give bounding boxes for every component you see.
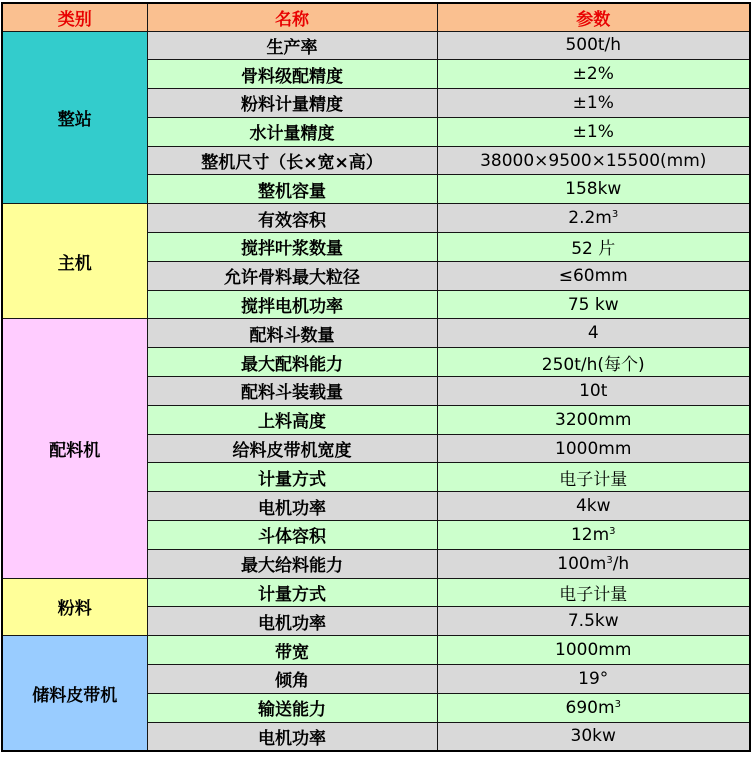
- value-superscript: 3: [611, 209, 619, 221]
- category-cell-0: 整站: [2, 31, 147, 204]
- value-text: ±2%: [572, 64, 614, 85]
- name-cell: 粉料计量精度: [147, 89, 437, 118]
- value-text: ±1%: [572, 121, 614, 142]
- category-cell-3: 粉料: [2, 578, 147, 636]
- name-cell: 水计量精度: [147, 117, 437, 146]
- value-cell: [437, 60, 750, 89]
- value-text: 7.5kw: [567, 611, 619, 632]
- value-superscript: 3: [609, 525, 616, 537]
- value-cell: [437, 722, 750, 751]
- name-cell: 斗体容积: [147, 521, 437, 550]
- value-cell: [437, 463, 750, 492]
- value-cell: [437, 290, 750, 319]
- value-text: 1000mm: [555, 640, 632, 661]
- value-cell: [437, 31, 750, 60]
- value-text: 10t: [579, 380, 608, 401]
- table-row: [2, 31, 750, 60]
- value-text: 4kw: [575, 496, 611, 517]
- value-text: ≤60mm: [558, 265, 628, 286]
- table-row: [2, 204, 750, 233]
- spec-table-body: [2, 31, 750, 751]
- value-cell: [437, 434, 750, 463]
- category-cell-2: 配料机: [2, 319, 147, 578]
- header-category: 类别: [2, 3, 147, 31]
- value-superscript: 3: [606, 554, 613, 566]
- value-cell: [437, 405, 750, 434]
- value-cell: [437, 693, 750, 722]
- name-cell: 带宽: [147, 636, 437, 665]
- name-cell: 生产率: [147, 31, 437, 60]
- name-cell: 搅拌电机功率: [147, 290, 437, 319]
- name-cell: 电机功率: [147, 722, 437, 751]
- name-cell: 配料斗装载量: [147, 377, 437, 406]
- value-cell: [437, 233, 750, 262]
- table-row: [2, 319, 750, 348]
- value-text: 电子计量: [559, 469, 628, 490]
- name-cell: 上料高度: [147, 405, 437, 434]
- value-text: 2.2m: [568, 208, 612, 229]
- name-cell: 倾角: [147, 665, 437, 694]
- value-cell: [437, 636, 750, 665]
- table-row: [2, 636, 750, 665]
- name-cell: 最大配料能力: [147, 348, 437, 377]
- header-param: 参数: [437, 3, 750, 31]
- name-cell: 有效容积: [147, 204, 437, 233]
- value-text: 38000×9500×15500(mm): [480, 150, 707, 171]
- value-cell: [437, 521, 750, 550]
- name-cell: 给料皮带机宽度: [147, 434, 437, 463]
- name-cell: 电机功率: [147, 492, 437, 521]
- value-text: 4: [587, 323, 599, 344]
- value-cell: [437, 175, 750, 204]
- value-text: 690m: [565, 697, 615, 718]
- value-text: 75 kw: [567, 294, 619, 315]
- value-text: 电子计量: [559, 585, 628, 606]
- value-text: 12m: [570, 524, 610, 545]
- name-cell: 计量方式: [147, 463, 437, 492]
- value-text: 3200mm: [555, 409, 632, 430]
- name-cell: 骨料级配精度: [147, 60, 437, 89]
- table-row: [2, 578, 750, 607]
- value-cell: [437, 665, 750, 694]
- value-cell: [437, 492, 750, 521]
- value-suffix: /h: [612, 553, 630, 574]
- value-cell: [437, 146, 750, 175]
- value-text: 100m: [557, 553, 607, 574]
- name-cell: 允许骨料最大粒径: [147, 261, 437, 290]
- value-cell: [437, 607, 750, 636]
- category-cell-4: 储料皮带机: [2, 636, 147, 751]
- name-cell: 电机功率: [147, 607, 437, 636]
- name-cell: 最大给料能力: [147, 549, 437, 578]
- category-cell-1: 主机: [2, 204, 147, 319]
- value-cell: [437, 89, 750, 118]
- value-text: 500t/h: [565, 35, 622, 56]
- value-text: 250t/h(每个): [541, 354, 645, 375]
- value-cell: [437, 319, 750, 348]
- value-text: 30kw: [570, 726, 616, 747]
- value-cell: [437, 204, 750, 233]
- value-text: 1000mm: [555, 438, 632, 459]
- equipment-spec-table: [1, 2, 751, 752]
- value-cell: [437, 578, 750, 607]
- name-cell: 整机尺寸（长×宽×高）: [147, 146, 437, 175]
- name-cell: 搅拌叶浆数量: [147, 233, 437, 262]
- name-cell: 输送能力: [147, 693, 437, 722]
- value-text: 52 片: [571, 239, 616, 260]
- name-cell: 整机容量: [147, 175, 437, 204]
- value-cell: [437, 348, 750, 377]
- value-text: ±1%: [572, 92, 614, 113]
- value-cell: [437, 549, 750, 578]
- header-row: [2, 3, 750, 31]
- value-superscript: 3: [614, 698, 621, 710]
- value-cell: [437, 261, 750, 290]
- name-cell: 计量方式: [147, 578, 437, 607]
- value-cell: [437, 377, 750, 406]
- header-name: 名称: [147, 3, 437, 31]
- value-cell: [437, 117, 750, 146]
- name-cell: 配料斗数量: [147, 319, 437, 348]
- value-text: 19°: [578, 668, 609, 689]
- value-text: 158kw: [565, 179, 622, 200]
